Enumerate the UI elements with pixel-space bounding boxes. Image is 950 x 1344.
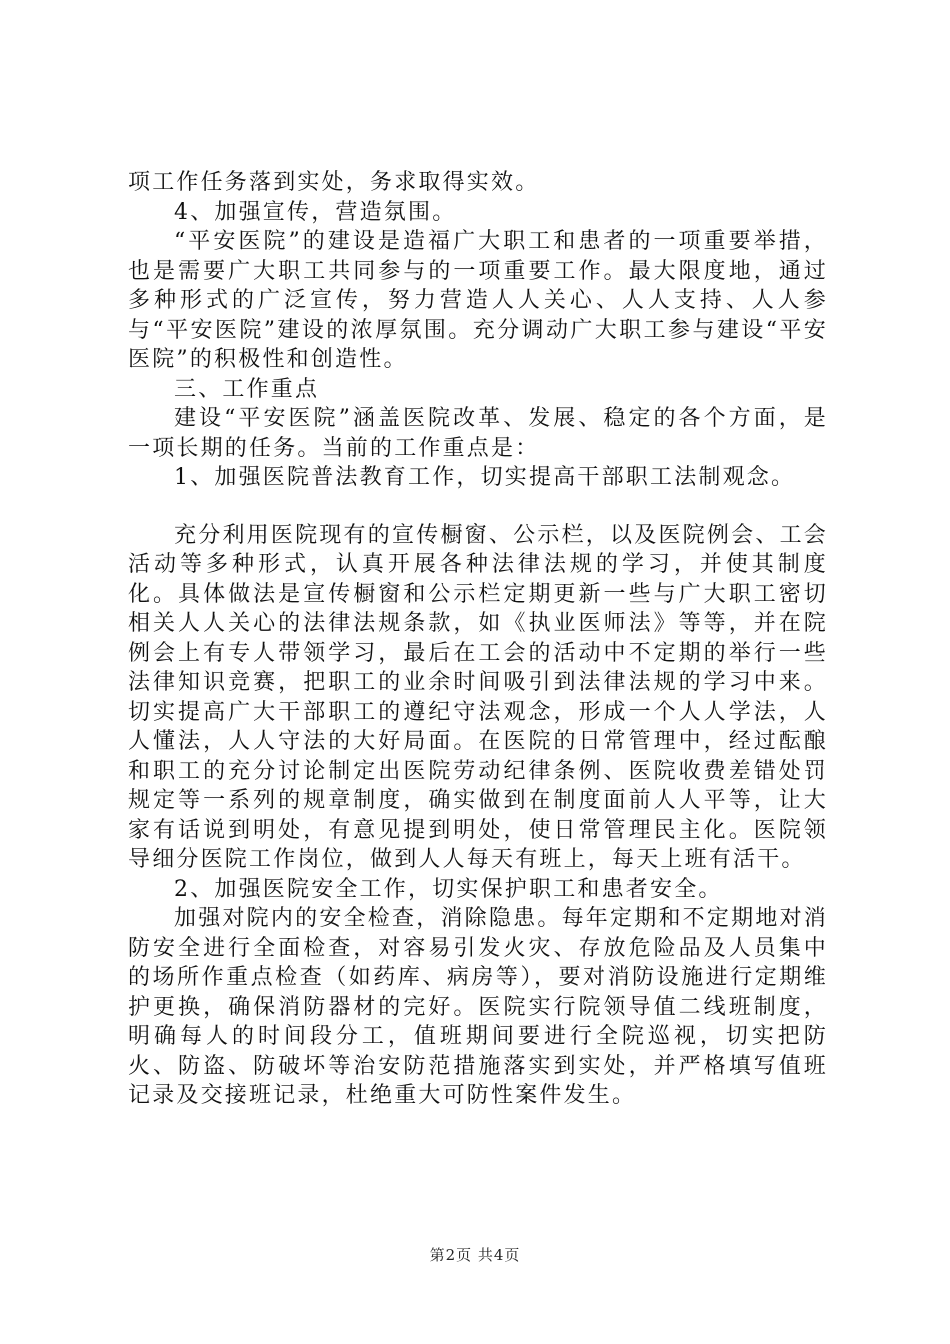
page-number-footer: 第2页 共4页 bbox=[429, 1246, 521, 1264]
document-body bbox=[128, 168, 828, 1111]
paragraph-gap bbox=[128, 493, 828, 521]
paragraph-publicity: “平安医院”的建设是造福广大职工和患者的一项重要举措，也是需要广大职工共同参与的一项重要工作。最大限度地，通过多种形式的广泛宣传，努力营造人人关心、人人支持、人人参与“平安医院”建设的浓厚氛围。充分调动广大职工参与建设“平安医院”的积极性和创造性。 bbox=[128, 229, 828, 372]
paragraph-safety: 加强对院内的安全检查，消除隐患。每年定期和不定期地对消防安全进行全面检查，对容易引发火灾、存放危险品及人员集中的场所作重点检查（如药库、病房等），要对消防设施进行定期维护更换，确保消防器材的完好。医院实行院领导值二线班制度，明确每人的时间段分工，值班期间要进行全院巡视，切实把防火、防盗、防破坏等治安防范措施落实到实处，并严格填写值班记录及交接班记录，杜绝重大可防性案件发生。 bbox=[128, 906, 828, 1108]
subheading-legal-education: 1、加强医院普法教育工作，切实提高干部职工法制观念。 bbox=[174, 465, 796, 490]
paragraph-continuation: 项工作任务落到实处，务求取得实效。 bbox=[128, 170, 540, 195]
section-heading-work-focus: 三、工作重点 bbox=[174, 376, 320, 402]
subheading-safety: 2、加强医院安全工作，切实保护职工和患者安全。 bbox=[174, 876, 723, 902]
subheading-publicity: 4、加强宣传，营造氛围。 bbox=[174, 199, 457, 225]
paragraph-work-focus-intro: 建设“平安医院”涵盖医院改革、发展、稳定的各个方面，是一项长期的任务。当前的工作重点是： bbox=[128, 406, 828, 461]
paragraph-legal-education: 充分利用医院现有的宣传橱窗、公示栏，以及医院例会、工会活动等多种形式，认真开展各种法律法规的学习，并使其制度化。具体做法是宣传橱窗和公示栏定期更新一些与广大职工密切相关人人关心的法律法规条款，如《执业医师法》等等，并在院例会上有专人带领学习，最后在工会的活动中不定期的举行一些法律知识竞赛，把职工的业余时间吸引到法律法规的学习中来。切实提高广大干部职工的遵纪守法观念，形成一个人人学法，人人懂法，人人守法的大好局面。在医院的日常管理中，经过酝酿和职工的充分讨论制定出医院劳动纪律条例、医院收费差错处罚规定等一系列的规章制度，确实做到在制度面前人人平等，让大家有话说到明处，有意见提到明处，使日常管理民主化。医院领导细分医院工作岗位，做到人人每天有班上，每天上班有活干。 bbox=[128, 522, 828, 872]
